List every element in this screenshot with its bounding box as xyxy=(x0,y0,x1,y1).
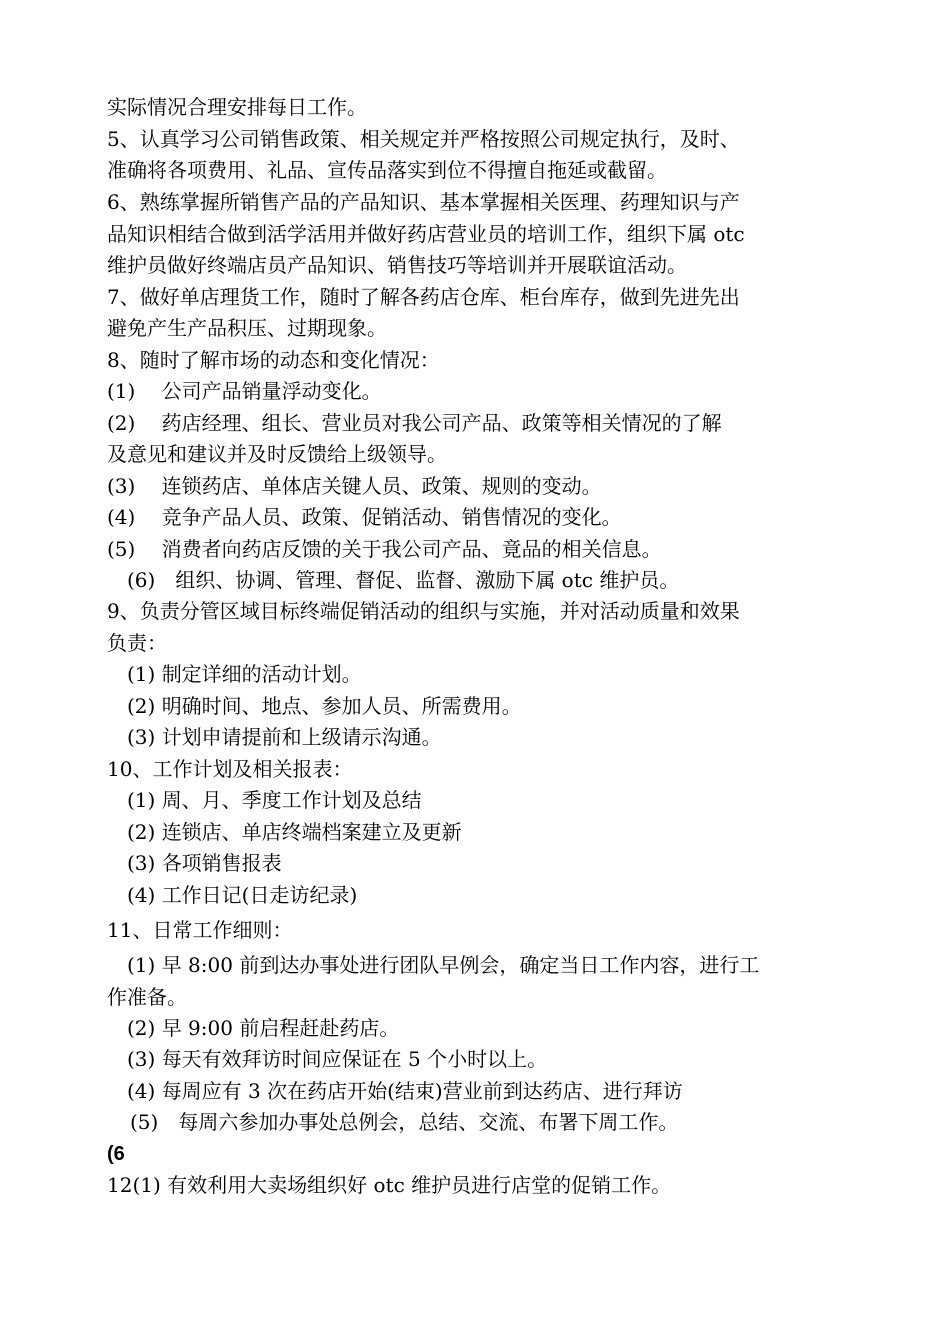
text-line: 维护员做好终端店员产品知识、销售技巧等培训并开展联谊活动。 xyxy=(107,253,687,277)
text-line: (5) 消费者向药店反馈的关于我公司产品、竟品的相关信息。 xyxy=(107,537,662,561)
text-line: (3) 每天有效拜访时间应保证在 5 个小时以上。 xyxy=(127,1047,548,1071)
text-line: 8、随时了解市场的动态和变化情况： xyxy=(107,348,440,372)
text-line: (6 xyxy=(107,1143,125,1165)
text-line: (2) 连锁店、单店终端档案建立及更新 xyxy=(127,820,462,844)
text-line: 6、熟练掌握所销售产品的产品知识、基本掌握相关医理、药理知识与产 xyxy=(107,190,740,214)
text-line: (6) 组织、协调、管理、督促、监督、激励下属 otc 维护员。 xyxy=(127,568,680,592)
text-line: (3) 各项销售报表 xyxy=(127,851,282,875)
text-line: (4) 每周应有 3 次在药店开始(结束)营业前到达药店、进行拜访 xyxy=(127,1079,683,1103)
text-line: 及意见和建议并及时反馈给上级领导。 xyxy=(107,442,447,466)
text-line: (1) 周、月、季度工作计划及总结 xyxy=(127,788,422,812)
text-line: 12(1) 有效利用大卖场组织好 otc 维护员进行店堂的促销工作。 xyxy=(107,1173,672,1197)
text-line: 7、做好单店理货工作，随时了解各药店仓库、柜台库存，做到先进先出 xyxy=(107,285,740,309)
text-line: 11、日常工作细则： xyxy=(107,918,293,942)
text-line: 准确将各项费用、礼品、宣传品落实到位不得擅自拖延或截留。 xyxy=(107,158,667,182)
text-line: 实际情况合理安排每日工作。 xyxy=(107,95,367,119)
text-line: (5) 每周六参加办事处总例会，总结、交流、布署下周工作。 xyxy=(130,1110,679,1134)
text-line: (2) 药店经理、组长、营业员对我公司产品、政策等相关情况的了解 xyxy=(107,411,722,435)
text-line: 9、负责分管区域目标终端促销活动的组织与实施，并对活动质量和效果 xyxy=(107,599,740,623)
text-line: 10、工作计划及相关报表： xyxy=(107,757,353,781)
text-line: (1) 公司产品销量浮动变化。 xyxy=(107,379,382,403)
text-line: (3) 连锁药店、单体店关键人员、政策、规则的变动。 xyxy=(107,474,602,498)
text-line: (1) 早 8:00 前到达办事处进行团队早例会，确定当日工作内容，进行工 xyxy=(127,953,760,977)
text-line: (3) 计划申请提前和上级请示沟通。 xyxy=(127,725,442,749)
text-line: (1) 制定详细的活动计划。 xyxy=(127,662,362,686)
text-line: 避免产生产品积压、过期现象。 xyxy=(107,316,387,340)
text-line: 负责： xyxy=(107,631,167,655)
text-line: (4) 竞争产品人员、政策、促销活动、销售情况的变化。 xyxy=(107,505,622,529)
text-line: 作准备。 xyxy=(107,985,187,1009)
text-line: (4) 工作日记(日走访纪录) xyxy=(127,883,358,907)
text-line: 品知识相结合做到活学活用并做好药店营业员的培训工作，组织下属 otc xyxy=(107,222,745,246)
text-line: (2) 明确时间、地点、参加人员、所需费用。 xyxy=(127,694,522,718)
text-line: (2) 早 9:00 前启程赶赴药店。 xyxy=(127,1016,400,1040)
text-line: 5、认真学习公司销售政策、相关规定并严格按照公司规定执行，及时、 xyxy=(107,127,740,151)
